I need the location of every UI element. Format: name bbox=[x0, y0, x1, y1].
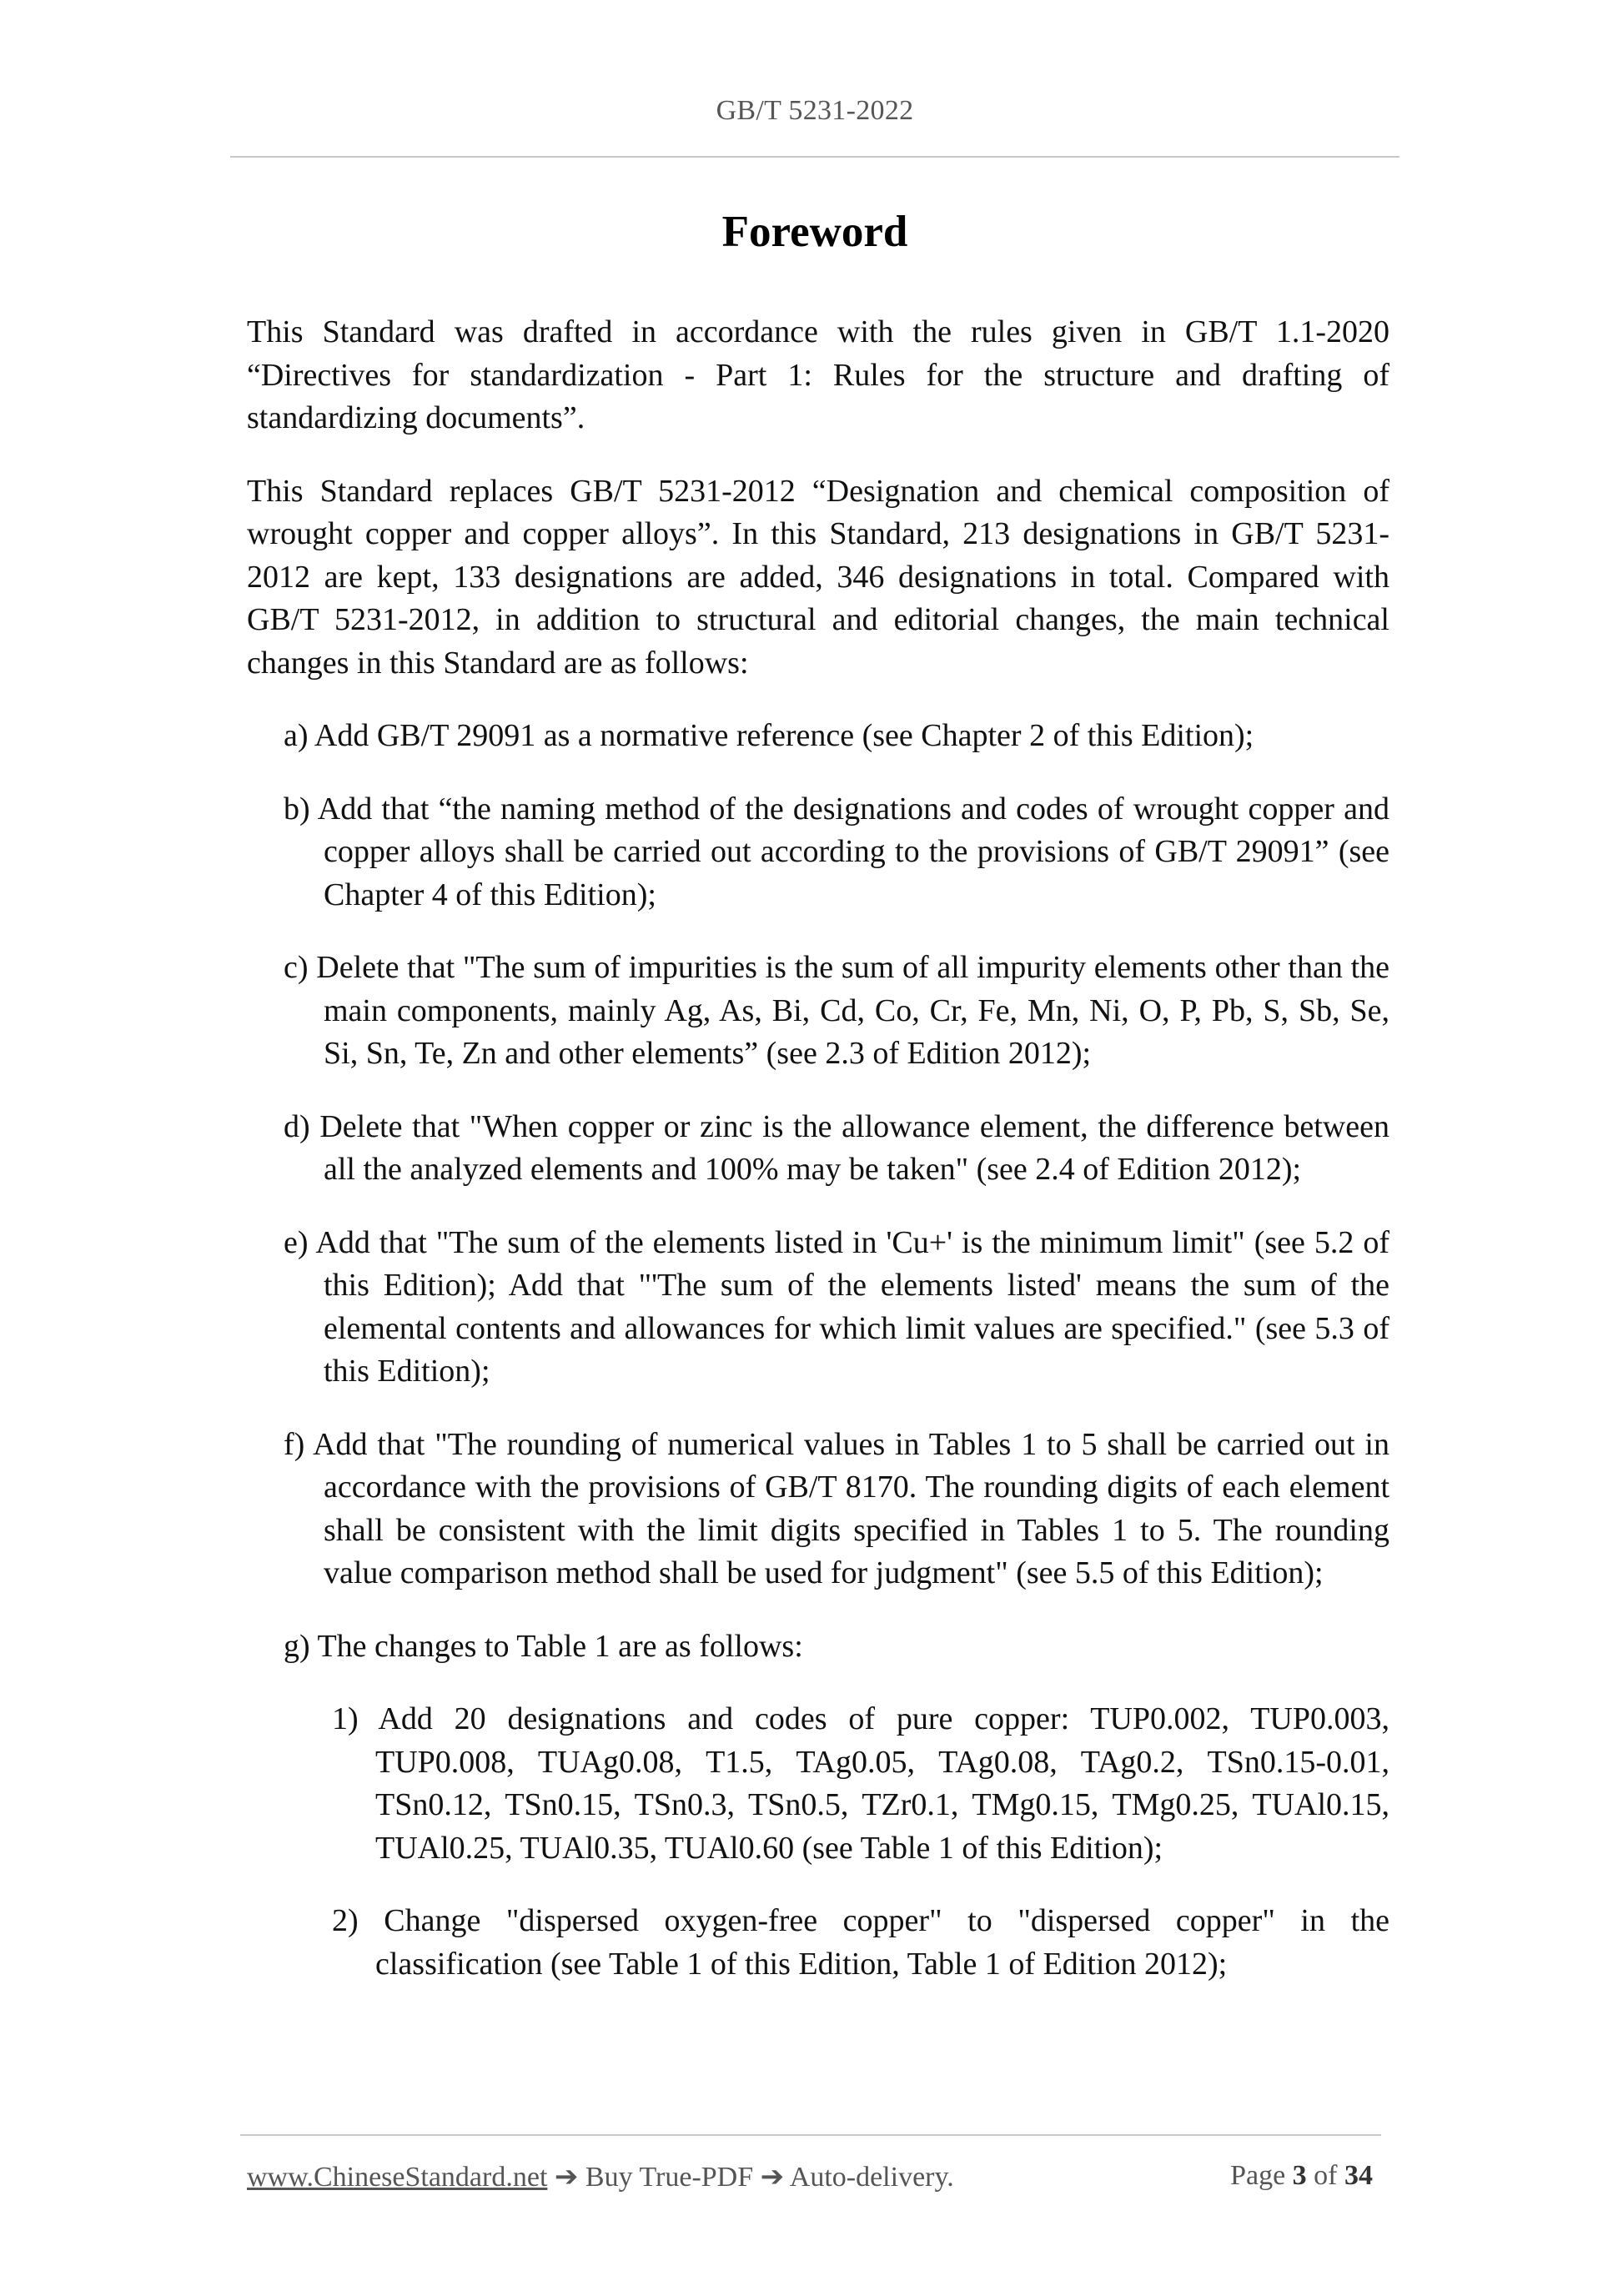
list-item-c: c) Delete that "The sum of impurities is the sum of all impurity elements other than the main components, mainly Ag, As, Bi, Cd, Co, Cr, Fe, Mn, Ni, O, P, Pb, S, Sb, Se, Si, Sn, Te, Zn and other elements” (see 2.3 of Edition 2012); bbox=[284, 950, 1389, 1071]
buy-pdf-text: Buy True-PDF bbox=[578, 2162, 761, 2193]
list-item-d: d) Delete that "When copper or zinc is the allowance element, the difference between all the analyzed elements and 100% may be taken" (see 2.4 of Edition 2012); bbox=[284, 1108, 1389, 1187]
document-body bbox=[247, 311, 1389, 2016]
list-item-f: f) Add that "The rounding of numerical values in Tables 1 to 5 shall be carried out in accordance with the provisions of GB/T 8170. The rounding digits of each element shall be consistent with the limit digits specified in Tables 1 to 5. The rounding value comparison method shall be used for judgment" (see 5.5 of this Edition); bbox=[284, 1426, 1389, 1590]
page-title: Foreword bbox=[721, 208, 908, 256]
sub-list-item-1: 1) Add 20 designations and codes of pure copper: TUP0.002, TUP0.003, TUP0.008, TUAg0.08, T1.5, TAg0.05, TAg0.08, TAg0.2, TSn0.15-0.01, TSn0.12, TSn0.15, TSn0.3, TSn0.5, TZr0.1, TMg0.15, TMg0.25, TUAl0.15, TUAl0.25, TUAl0.35, TUAl0.60 (see Table 1 of this Edition); bbox=[332, 1701, 1389, 1866]
auto-delivery-text: Auto-delivery. bbox=[784, 2162, 954, 2193]
page-number: 3 bbox=[1292, 2160, 1307, 2191]
website-link[interactable]: www.ChineseStandard.net bbox=[247, 2162, 548, 2193]
paragraph-drafting-rules: This Standard was drafted in accordance with the rules given in GB/T 1.1-2020 “Directives for standardization - Part 1: Rules for the structure and drafting of standardizing documents”. bbox=[247, 314, 1389, 435]
list-item-e: e) Add that "The sum of the elements listed in 'Cu+' is the minimum limit" (see 5.2 of this Edition); Add that "'The sum of the elements listed' means the sum of the elemental contents and allowances for which limit values are specified." (see 5.3 of this Edition); bbox=[284, 1224, 1389, 1389]
footer-divider bbox=[240, 2134, 1381, 2136]
page-indicator bbox=[1230, 2160, 1373, 2192]
total-pages: 34 bbox=[1344, 2160, 1373, 2191]
footer-promo bbox=[247, 2160, 954, 2193]
sub-list-item-2: 2) Change "dispersed oxygen-free copper" to "dispersed copper" in the classification (see Table 1 of this Edition, Table 1 of Edition 2012); bbox=[332, 1903, 1389, 1982]
list-item-g: g) The changes to Table 1 are as follows: bbox=[284, 1628, 803, 1664]
of-label: of bbox=[1314, 2160, 1338, 2191]
arrow-right-icon: ➔ bbox=[554, 2162, 579, 2193]
header-divider bbox=[230, 156, 1399, 158]
list-item-b: b) Add that “the naming method of the designations and codes of wrought copper and copper alloys shall be carried out according to the provisions of GB/T 29091” (see Chapter 4 of this Edition); bbox=[284, 791, 1389, 912]
arrow-right-icon: ➔ bbox=[760, 2162, 785, 2193]
list-item-a: a) Add GB/T 29091 as a normative reference (see Chapter 2 of this Edition); bbox=[284, 718, 1254, 753]
page-label: Page bbox=[1230, 2160, 1286, 2191]
running-header: GB/T 5231-2022 bbox=[716, 95, 914, 126]
paragraph-replacement: This Standard replaces GB/T 5231-2012 “Designation and chemical composition of wrought copper and copper alloys”. In this Standard, 213 designations in GB/T 5231-2012 are kept, 133 designations are added, 346 designations in total. Compared with GB/T 5231-2012, in addition to structural and editorial changes, the main technical changes in this Standard are as follows: bbox=[247, 473, 1389, 681]
